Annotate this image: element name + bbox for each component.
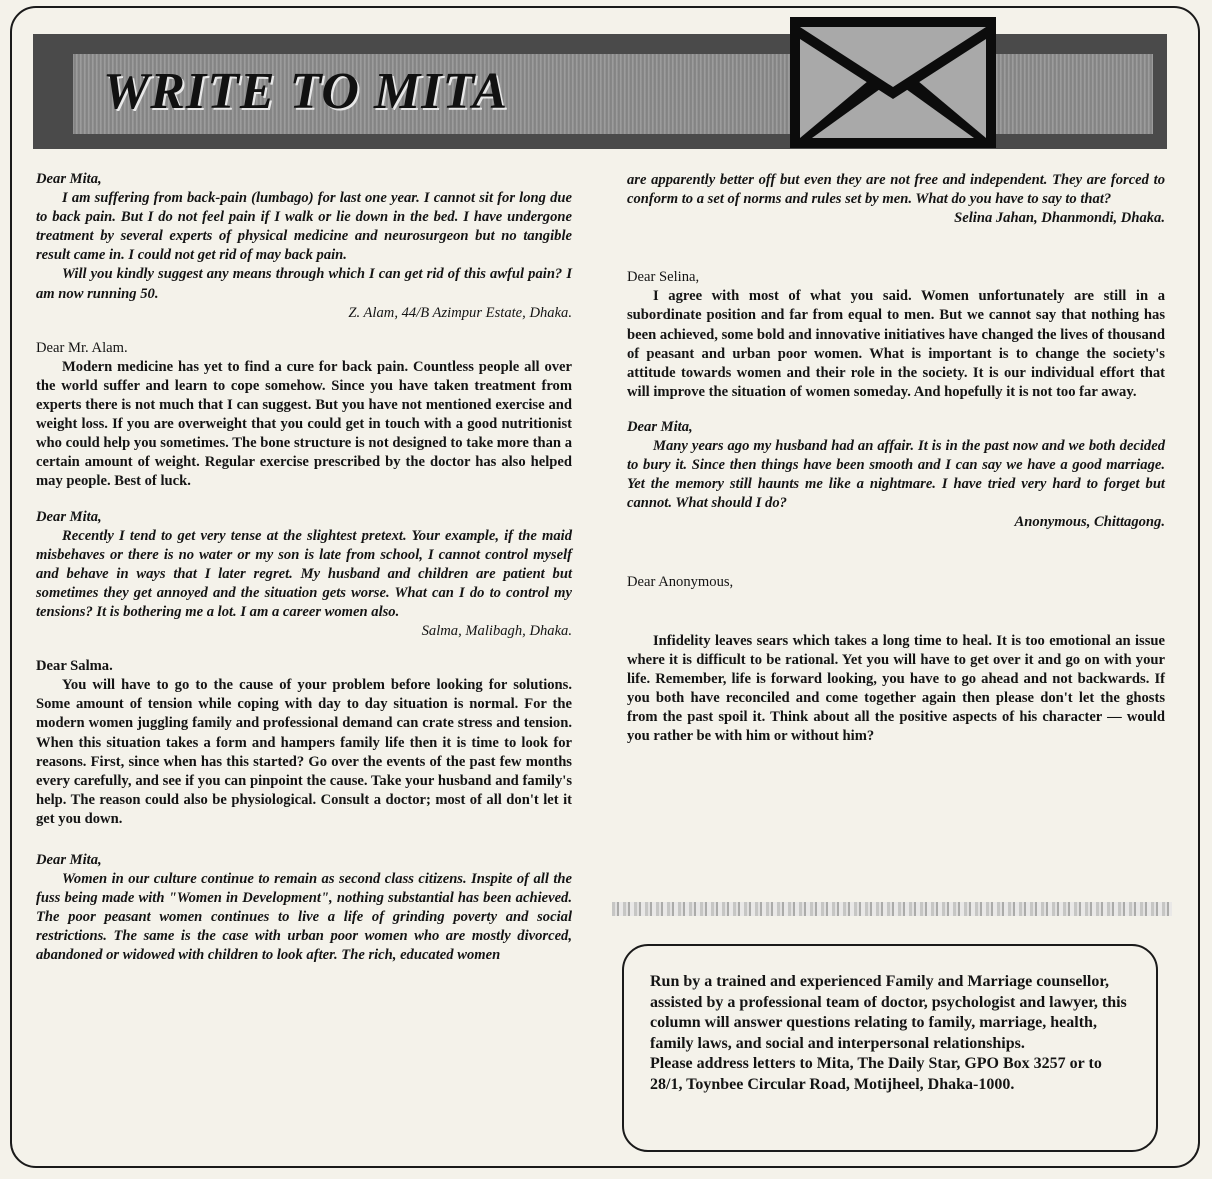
letter-salma-signature: Salma, Malibagh, Dhaka. [421,623,572,640]
info-box [622,944,1158,1152]
reply-anonymous-salutation: Dear Anonymous, [627,573,734,590]
reply-alam-body: Modern medicine has yet to find a cure for back pain. Countless people all over the world suffer and learn to cope somehow. Since you have taken treatment from experts there is not much that I can suggest. But you have not mentioned exercise and weight loss. If you are overweight that you could get in touch with a good nutritionist who could help you sometimes. The bone structure is not designed to take more than a certain amount of weight. Regular exercise prescribed by the doctor has also helped may people. Best of luck. [36,358,572,490]
letter-selina-body-part1: Women in our culture continue to remain as second class citizens. Inspite of all the fuss being made with "Women in Development", nothing substantial has been achieved. The poor peasant women continues to live a life of grinding poverty and social restrictions. The same is the case with urban poor women who are mostly divorced, abandoned or widowed with children to look after. The rich, educated women [36,871,572,964]
reply-salma-salutation: Dear Salma. [36,658,113,675]
info-box-address: Please address letters to Mita, The Daily Star, GPO Box 3257 or to 28/1, Toynbee Circular Road, Motijheel, Dhaka-1000. [650,1055,1102,1093]
column-title: WRITE TO MITA [103,63,509,120]
reply-anonymous-body: Infidelity leaves sears which takes a long time to heal. It is too emotional an issue where it is difficult to be rational. Yet you will have to get over it and go on with your life. Remember, life is forward looking, you have to go ahead and not backwards. If you both have reconciled and come together again then please don't let the ghosts from the past spoil it. Think about all the positive aspects of his character — would you rather be with him or without him? [627,632,1165,745]
letter-selina-signature: Selina Jahan, Dhanmondi, Dhaka. [954,210,1165,227]
reply-salma-body: You will have to go to the cause of your problem before looking for solutions. Some amount of tension while coping with day to day situation is normal. For the modern women juggling family and professional demand can crate stress and tension. When this situation takes a form and hampers family life then it is time to look for reasons. First, since when has this started? Go over the events of the past few months every carefully, and see if you can pinpoint the cause. Take your husband and family's help. The reason could also be physiological. Consult a doctor; most of all don't let it get you down. [36,677,572,827]
right-column [627,171,1165,746]
letter-anonymous-salutation: Dear Mita, [627,418,693,435]
left-column [36,170,572,966]
letter-alam-signature: Z. Alam, 44/B Azimpur Estate, Dhaka. [348,304,572,321]
letter-salma-body: Recently I tend to get very tense at the slightest pretext. Your example, if the maid misbehaves or there is no water or my son is late from school, I cannot control myself and behave in ways that I later regret. My husband and children are patient but sometimes they get annoyed and the situation gets worse. What can I do to control my tensions? It is bothering me a lot. I am a career women also. [36,527,572,620]
letter-anonymous-body: Many years ago my husband had an affair. It is in the past now and we both decided to bury it. Since then things have been smooth and I can say we have a good marriage. Yet the memory still haunts me like a nightmare. I have tried very hard to forget but cannot. What should I do? [627,438,1165,512]
reply-selina-salutation: Dear Selina, [627,269,700,286]
letter-anonymous-signature: Anonymous, Chittagong. [1014,514,1165,531]
envelope-icon [788,15,998,150]
reply-selina-body: I agree with most of what you said. Women unfortunately are still in a subordinate position and far from equal to men. But we cannot say that nothing has been achieved, some bold and innovative initiatives have changed the lives of thousand of peasant and urban poor women. What is important is to change the society's attitude towards women and their role in the society. It is our individual effort that will improve the situation of women someday. And hopefully it is not too far away. [627,288,1165,400]
letter-alam-question: Will you kindly suggest any means through which I can get rid of this awful pain? I am now running 50. [36,266,572,302]
letter-selina-salutation: Dear Mita, [36,852,102,868]
letter-alam-body: I am suffering from back-pain (lumbago) for last one year. I cannot sit for long due to back pain. But I do not feel pain if I walk or lie down in the bed. I have undergone treatment by several experts of physical medicine and neurosurgeon but no tangible result came in. I could not get rid of may back pain. [36,190,572,264]
letter-alam-salutation: Dear Mita, [36,171,102,187]
info-box-description: Run by a trained and experienced Family and Marriage counsellor, assisted by a professional team of doctor, psychologist and lawyer, this column will answer questions relating to family, marriage, health, family laws, and social and interpersonal relationships. [650,973,1127,1052]
print-smudge-divider [612,902,1172,916]
letter-salma-salutation: Dear Mita, [36,508,102,525]
letter-selina-body-part2: are apparently better off but even they are not free and independent. They are forced to conform to a set of norms and rules set by men. What do you have to say to that? [627,172,1165,208]
reply-alam-salutation: Dear Mr. Alam. [36,339,128,356]
